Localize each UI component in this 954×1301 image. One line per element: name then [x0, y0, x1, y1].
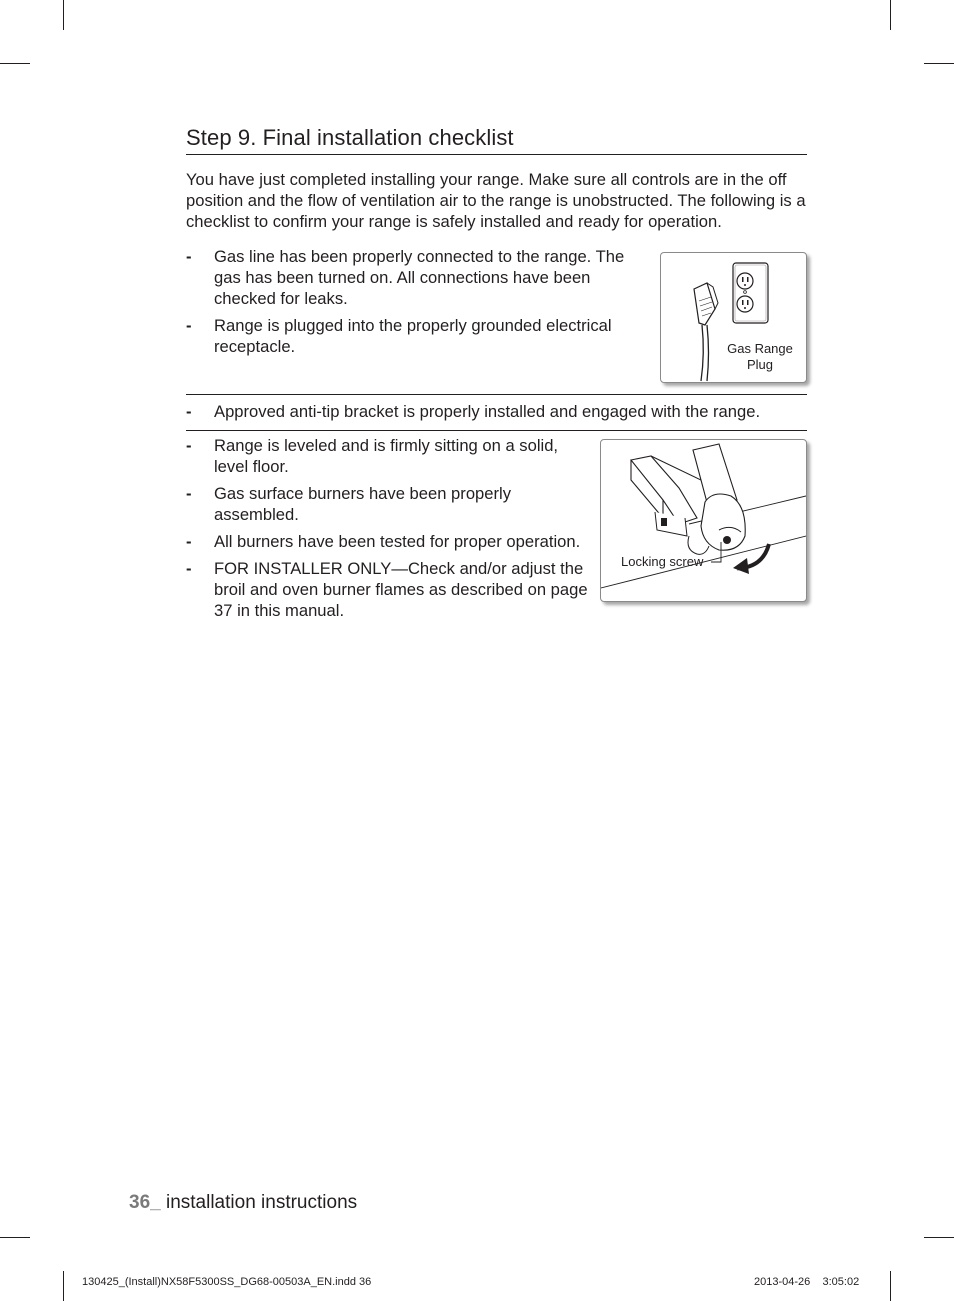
bullet-dash: -: [186, 247, 192, 266]
intro-paragraph: You have just completed installing your range. Make sure all controls are in the off position and the flow of ventilation air to the range is unobstructed. The following is a checklist to confirm your range is safely installed and ready for operation.: [186, 170, 806, 231]
checklist-item: [186, 315, 641, 357]
page-number: 36_: [129, 1192, 161, 1213]
crop-mark: [0, 1237, 30, 1238]
print-slug-timestamp: 2013-04-26 3:05:02: [754, 1276, 860, 1288]
checklist-text: Gas line has been properly connected to the range. The gas has been turned on. All connections have been checked for leaks.: [214, 247, 625, 308]
bullet-dash: -: [186, 402, 192, 421]
bullet-dash: -: [186, 316, 192, 335]
checklist-text: Range is leveled and is firmly sitting on a solid, level floor.: [214, 436, 559, 476]
bullet-dash: -: [186, 436, 192, 455]
checklist-group-3: [186, 435, 591, 627]
checklist-group-2: [186, 401, 807, 428]
checklist-item: [186, 435, 591, 477]
figure-caption: Locking screw: [621, 554, 704, 569]
page-footer: [129, 1192, 357, 1214]
checklist-text: All burners have been tested for proper operation.: [214, 532, 581, 551]
checklist-item: [186, 401, 807, 422]
section-divider: [186, 394, 807, 395]
checklist-item: [186, 246, 641, 309]
checklist-item: [186, 531, 591, 552]
checklist-text: Approved anti-tip bracket is properly installed and engaged with the range.: [214, 402, 761, 421]
checklist-text: FOR INSTALLER ONLY—Check and/or adjust the broil and oven burner flames as described on page 37 in this manual.: [214, 559, 588, 620]
crop-mark: [924, 1237, 954, 1238]
bullet-dash: -: [186, 532, 192, 551]
anti-tip-bracket-figure: [600, 439, 807, 602]
checklist-text: Gas surface burners have been properly assembled.: [214, 484, 512, 524]
crop-mark: [924, 63, 954, 64]
print-slug-filename: 130425_(Install)NX58F5300SS_DG68-00503A_EN.indd 36: [82, 1276, 372, 1288]
section-divider: [186, 430, 807, 431]
crop-mark: [63, 1271, 64, 1301]
checklist-item: [186, 558, 591, 621]
checklist-group-1: [186, 246, 641, 363]
figure-caption: Gas Range Plug: [727, 341, 793, 372]
crop-mark: [63, 0, 64, 30]
section-name: installation instructions: [160, 1192, 358, 1213]
crop-mark: [890, 0, 891, 30]
checklist-item: [186, 483, 591, 525]
crop-mark: [0, 63, 30, 64]
crop-mark: [890, 1271, 891, 1301]
page-title: Step 9. Final installation checklist: [186, 125, 807, 155]
checklist-text: Range is plugged into the properly grounded electrical receptacle.: [214, 316, 612, 356]
bracket-illustration: [601, 440, 806, 601]
bullet-dash: -: [186, 559, 192, 578]
gas-range-plug-figure: [660, 252, 807, 383]
bullet-dash: -: [186, 484, 192, 503]
